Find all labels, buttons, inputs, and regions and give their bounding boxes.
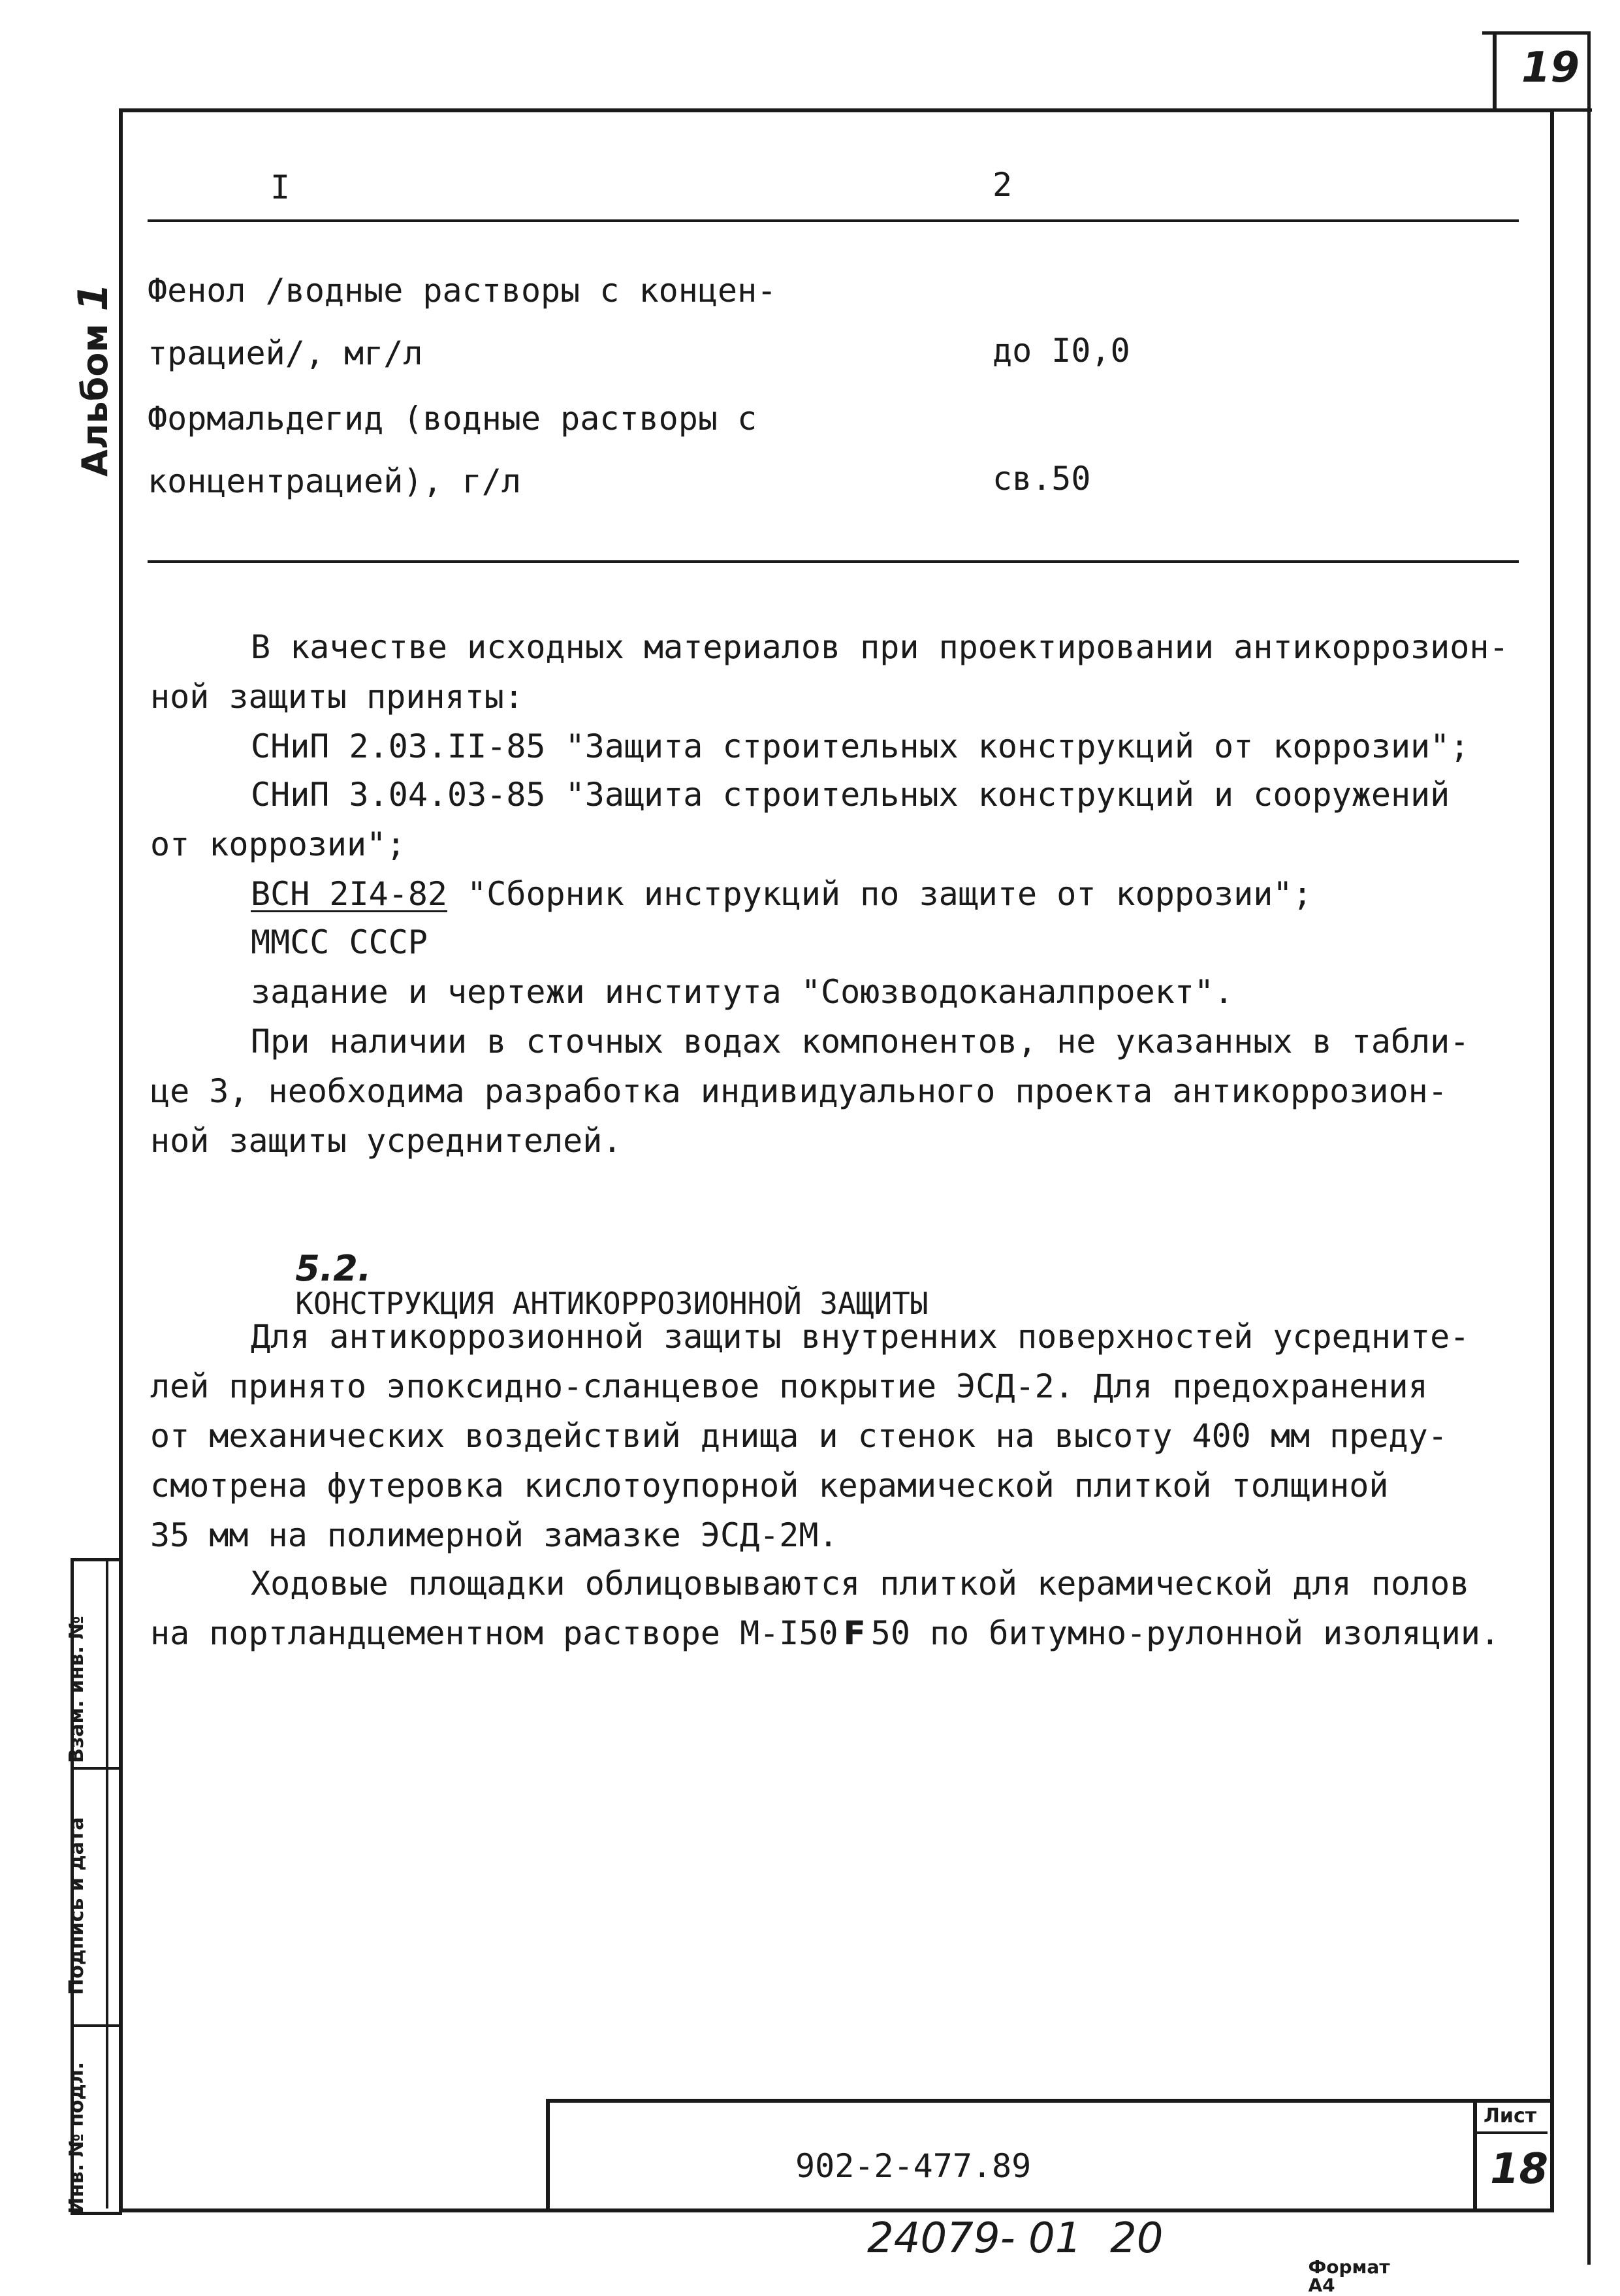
para2-line2: це 3, необходима разработка индивидуального проекта антикоррозион- (150, 1072, 1448, 1110)
outer-right-border (1587, 31, 1591, 2265)
format-label (1295, 2240, 1390, 2295)
page-number-top: 19 (1521, 44, 1580, 92)
table-header-rule (148, 219, 1519, 222)
table-row-2-line1: Формальдегид (водные растворы с (148, 400, 757, 438)
para2-line3: ной защиты усреднителей. (150, 1122, 622, 1160)
side-stamp-inv: Инв. № подл. (65, 2062, 88, 2214)
table-row-1-value: до I0,0 (993, 332, 1130, 370)
ref-snip-3-04-line2: от коррозии"; (150, 825, 406, 863)
para2-line1: При наличии в сточных водах компонентов, не указанных в табли- (251, 1023, 1470, 1060)
ref-vsn-code: ВСН 2I4-82 (251, 875, 448, 913)
para3-line2: лей принято эпоксидно-сланцевое покрытие ЭСД-2. Для предохранения (150, 1367, 1428, 1405)
table-row-1-line1: Фенол /водные растворы с концен- (148, 272, 777, 310)
ref-vsn (251, 875, 1312, 913)
ref-snip-3-04-line1: СНиП 3.04.03-85 "Защита строительных конструкций и сооружений (251, 776, 1450, 814)
format-value: А4 (1308, 2274, 1335, 2296)
doc-code: 902-2-477.89 (795, 2147, 1032, 2185)
para3-line5: 35 мм на полимерной замазке ЭСД-2М. (150, 1516, 838, 1554)
para1-line2: ной защиты приняты: (150, 678, 524, 716)
table-row-1-line2: трацией/, мг/л (148, 334, 423, 372)
section-title: КОНСТРУКЦИЯ АНТИКОРРОЗИОННОЙ ЗАЩИТЫ (295, 1286, 929, 1321)
section-number: 5.2. (295, 1248, 372, 1289)
format-label-text: Формат (1308, 2256, 1390, 2278)
table-col1-header: I (270, 168, 291, 206)
para3-line3: от механических воздействий днища и стенок на высоту 400 мм преду- (150, 1417, 1448, 1455)
side-stamp-podpis: Подпись и дата (65, 1817, 88, 1995)
title-block-sheet-label-rule (1473, 2131, 1548, 2134)
section-heading (256, 1219, 929, 1319)
list-label: Лист (1484, 2105, 1537, 2128)
archive-sheet: 20 (1110, 2214, 1164, 2263)
para4-line2-start: на портландцементном растворе М-I50 (150, 1614, 838, 1652)
album-label-text: Альбом (74, 323, 116, 477)
para4-frost-mark: F (843, 1614, 866, 1652)
title-block-sheet-divider (1473, 2099, 1477, 2208)
ref-zadanie: задание и чертежи института "Союзводоканалпроект". (251, 973, 1234, 1011)
table-bottom-rule (148, 560, 1519, 563)
side-stamp-vzam: Взам. инв. № (65, 1616, 88, 1763)
para1-line1: В качестве исходных материалов при проектировании антикоррозион- (251, 628, 1509, 666)
ref-mmss: ММСС СССР (251, 923, 428, 961)
ref-snip-2-03: СНиП 2.03.II-85 "Защита строительных конструкций от коррозии"; (251, 727, 1470, 765)
para4-line1: Ходовые площадки облицовываются плиткой керамической для полов (251, 1565, 1470, 1602)
album-number: 1 (69, 283, 117, 311)
para3-line1: Для антикоррозионной защиты внутренних поверхностей усредните- (251, 1318, 1470, 1356)
para4-line2-end: 50 по битумно-рулонной изоляции. (870, 1614, 1501, 1652)
table-col2-header: 2 (993, 166, 1013, 204)
side-stamp-divider-1 (71, 1767, 119, 1770)
album-label (69, 283, 121, 477)
side-stamp-inner-line (106, 1558, 108, 2208)
ref-vsn-title: "Сборник инструкций по защите от коррозии"; (447, 875, 1312, 913)
table-row-2-line2: концентрацией), г/л (148, 462, 521, 500)
archive-number: 24079- 01 (867, 2214, 1082, 2263)
para3-line4: смотрена футеровка кислотоупорной керамической плиткой толщиной (150, 1467, 1389, 1505)
title-block (546, 2099, 1554, 2212)
list-number: 18 (1490, 2145, 1549, 2193)
para4-line2 (150, 1614, 1501, 1652)
table-row-2-value: св.50 (993, 460, 1091, 498)
